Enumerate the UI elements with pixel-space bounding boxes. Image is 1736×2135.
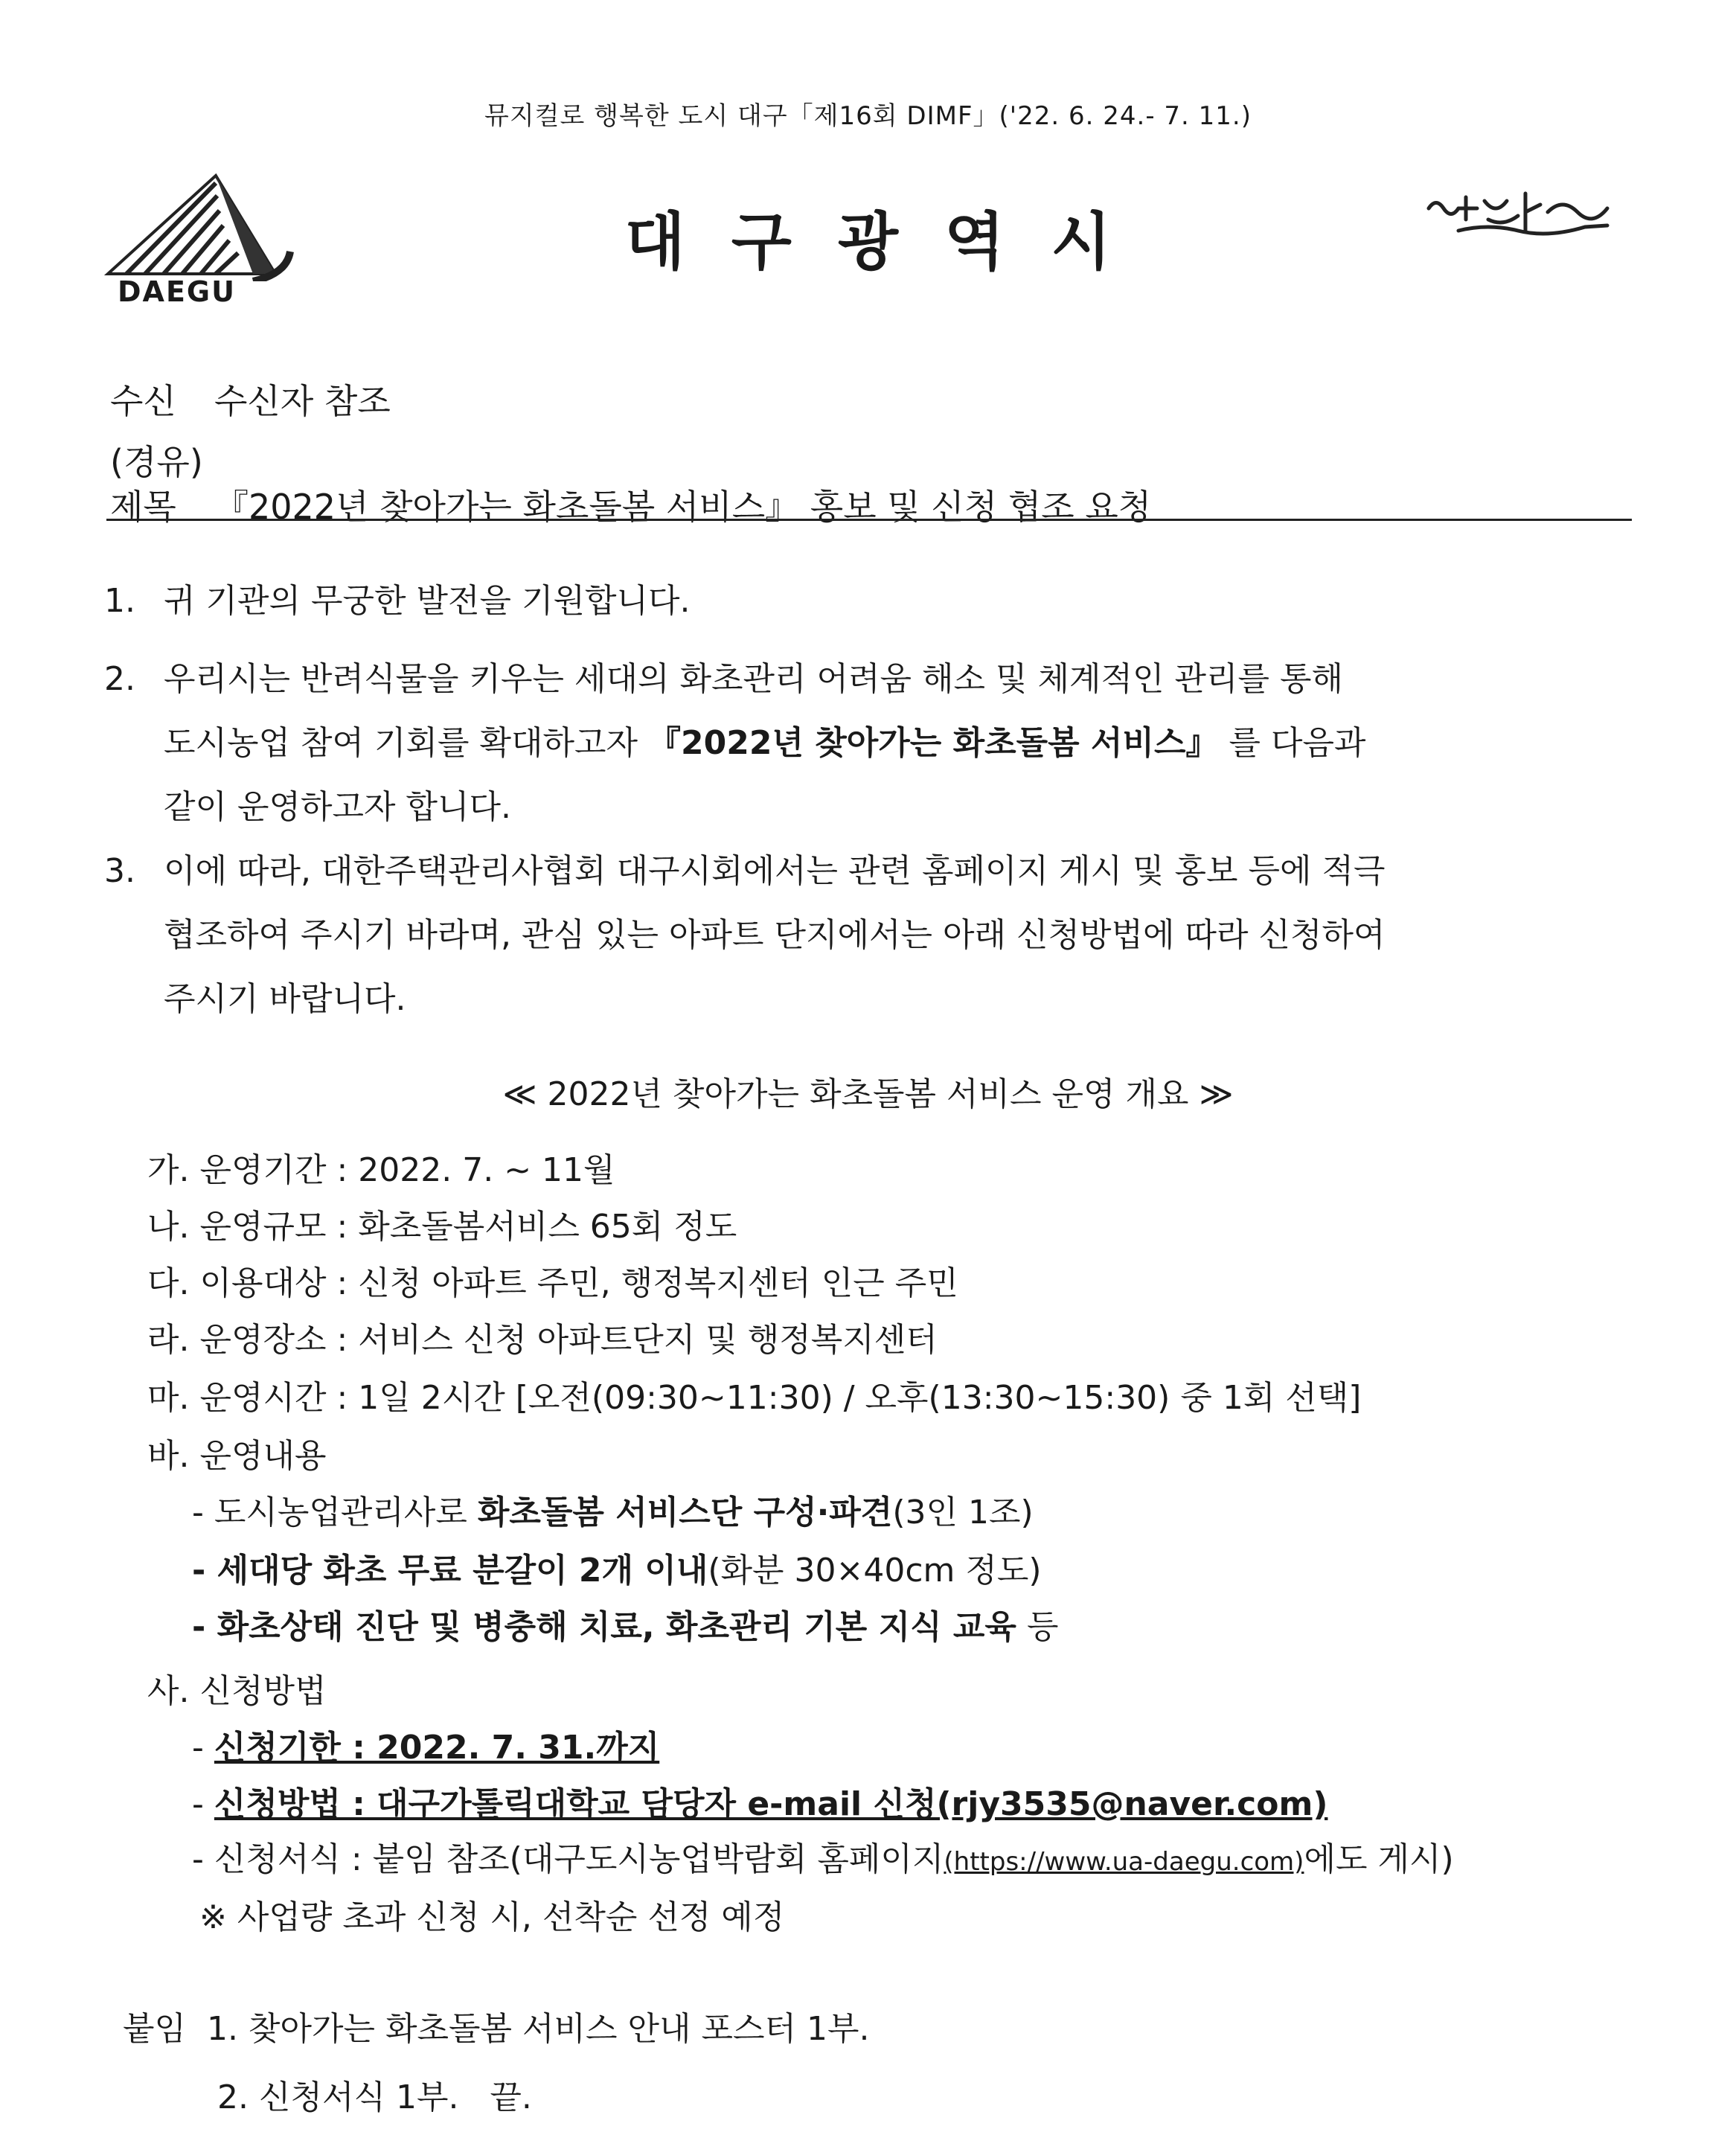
selection-note: ※ 사업량 초과 신청 시, 선착순 선정 예정	[199, 1898, 785, 1936]
content-item-2-bold: - 세대당 화초 무료 분갈이 2개 이내	[192, 1552, 708, 1590]
paragraph-3-line-3: 주시기 바랍니다.	[164, 980, 406, 1018]
content-item-1-a: - 도시농업관리사로	[192, 1494, 467, 1531]
homepage-link[interactable]: (https://www.ua-daegu.com)	[944, 1847, 1304, 1877]
content-item-2	[192, 1543, 1042, 1591]
apply-form-b: 에도 게시)	[1304, 1840, 1454, 1878]
content-item-1	[192, 1485, 1034, 1533]
paragraph-3-line-1: 이에 따라, 대한주택관리사협회 대구시회에서는 관련 홈페이지 게시 및 홍보 등에 적극	[164, 852, 1386, 890]
content-item-3-bold: - 화초상태 진단 및 병충해 치료, 화초관리 기본 지식 교육	[192, 1608, 1016, 1646]
content-item-1-bold: 화초돌봄 서비스단 구성·파견	[477, 1494, 893, 1531]
paragraph-1	[104, 569, 1637, 633]
organization-title: 대구광역시	[624, 205, 1158, 278]
document-end-mark: 끝.	[490, 2078, 532, 2116]
apply-method-dash: -	[192, 1785, 204, 1823]
campaign-slogan: 뮤지컬로 행복한 도시 대구「제16회 DIMF」('22. 6. 24.- 7. 11.)	[484, 101, 1252, 131]
overview-location: 라. 운영장소 : 서비스 신청 아파트단지 및 행정복지센터	[147, 1321, 938, 1359]
subject-value: 『2022년 찾아가는 화초돌봄 서비스』 홍보 및 신청 협조 요청	[214, 487, 1152, 527]
attachment-label: 붙임	[123, 2010, 187, 2048]
apply-method-text: 신청방법 : 대구가톨릭대학교 담당자 e-mail 신청(rjy3535@naver.com)	[214, 1785, 1328, 1823]
apply-deadline	[192, 1721, 659, 1768]
paragraph-2-line-2-b: 를 다음과	[1229, 724, 1366, 762]
subject-divider	[106, 519, 1632, 521]
overview-time: 마. 운영시간 : 1일 2시간 [오전(09:30~11:30) / 오후(13:30~15:30) 중 1회 선택]	[147, 1379, 1362, 1417]
paragraph-2-line-2	[164, 711, 1637, 775]
attachment-item-1: 1. 찾아가는 화초돌봄 서비스 안내 포스터 1부.	[207, 2010, 870, 2048]
apply-form	[192, 1832, 1454, 1880]
logo-text: DAEGU	[118, 275, 236, 308]
recipient-label: 수신	[110, 381, 176, 421]
attachment-item-2: 2. 신청서식 1부.	[217, 2078, 459, 2116]
paragraph-2-line-3: 같이 운영하고자 합니다.	[164, 788, 511, 826]
city-brand-slogan-icon	[1414, 179, 1637, 253]
paragraph-2-line-2-a: 도시농업 참여 기회를 확대하고자	[164, 724, 638, 762]
overview-apply-heading: 사. 신청방법	[147, 1672, 327, 1710]
paragraph-1-text: 귀 기관의 무궁한 발전을 기원합니다.	[164, 582, 691, 620]
paragraph-1-number: 1.	[104, 582, 135, 620]
overview-scale: 나. 운영규모 : 화초돌봄서비스 65회 정도	[147, 1208, 737, 1246]
paragraph-3-line-2: 협조하여 주시기 바라며, 관심 있는 아파트 단지에서는 아래 신청방법에 따라 신청하여	[164, 916, 1386, 954]
recipient-value: 수신자 참조	[214, 381, 391, 421]
paragraph-2-number: 2.	[104, 660, 135, 698]
overview-title: ≪ 2022년 찾아가는 화초돌봄 서비스 운영 개요 ≫	[502, 1075, 1234, 1113]
overview-content-heading: 바. 운영내용	[147, 1437, 327, 1475]
subject-label: 제목	[110, 487, 176, 527]
apply-deadline-dash: -	[192, 1729, 204, 1767]
content-item-3	[192, 1600, 1058, 1648]
service-name-emphasis: 『2022년 찾아가는 화초돌봄 서비스』	[648, 724, 1219, 762]
recipient-row	[110, 374, 391, 423]
overview-target: 다. 이용대상 : 신청 아파트 주민, 행정복지센터 인근 주민	[147, 1264, 958, 1302]
apply-deadline-text: 신청기한 : 2022. 7. 31.까지	[214, 1729, 660, 1767]
paragraph-3-number: 3.	[104, 852, 135, 890]
via-label: (경유)	[110, 442, 203, 482]
paragraph-2-line-1: 우리시는 반려식물을 키우는 세대의 화초관리 어려움 해소 및 체계적인 관리를 통해	[164, 660, 1343, 698]
paragraph-3	[104, 839, 1637, 1031]
apply-form-a: - 신청서식 : 붙임 참조(대구도시농업박람회 홈페이지	[192, 1840, 944, 1878]
attachment-row-2	[217, 2070, 532, 2118]
content-item-1-b: (3인 1조)	[892, 1494, 1034, 1531]
attachment-row-1	[123, 2002, 869, 2049]
paragraph-2	[104, 647, 1637, 839]
overview-period: 가. 운영기간 : 2022. 7. ~ 11월	[147, 1151, 615, 1189]
content-item-3-b: 등	[1026, 1608, 1059, 1646]
apply-method	[192, 1777, 1327, 1825]
content-item-2-b: (화분 30×40cm 정도)	[708, 1552, 1042, 1590]
subject-row	[110, 480, 1151, 529]
